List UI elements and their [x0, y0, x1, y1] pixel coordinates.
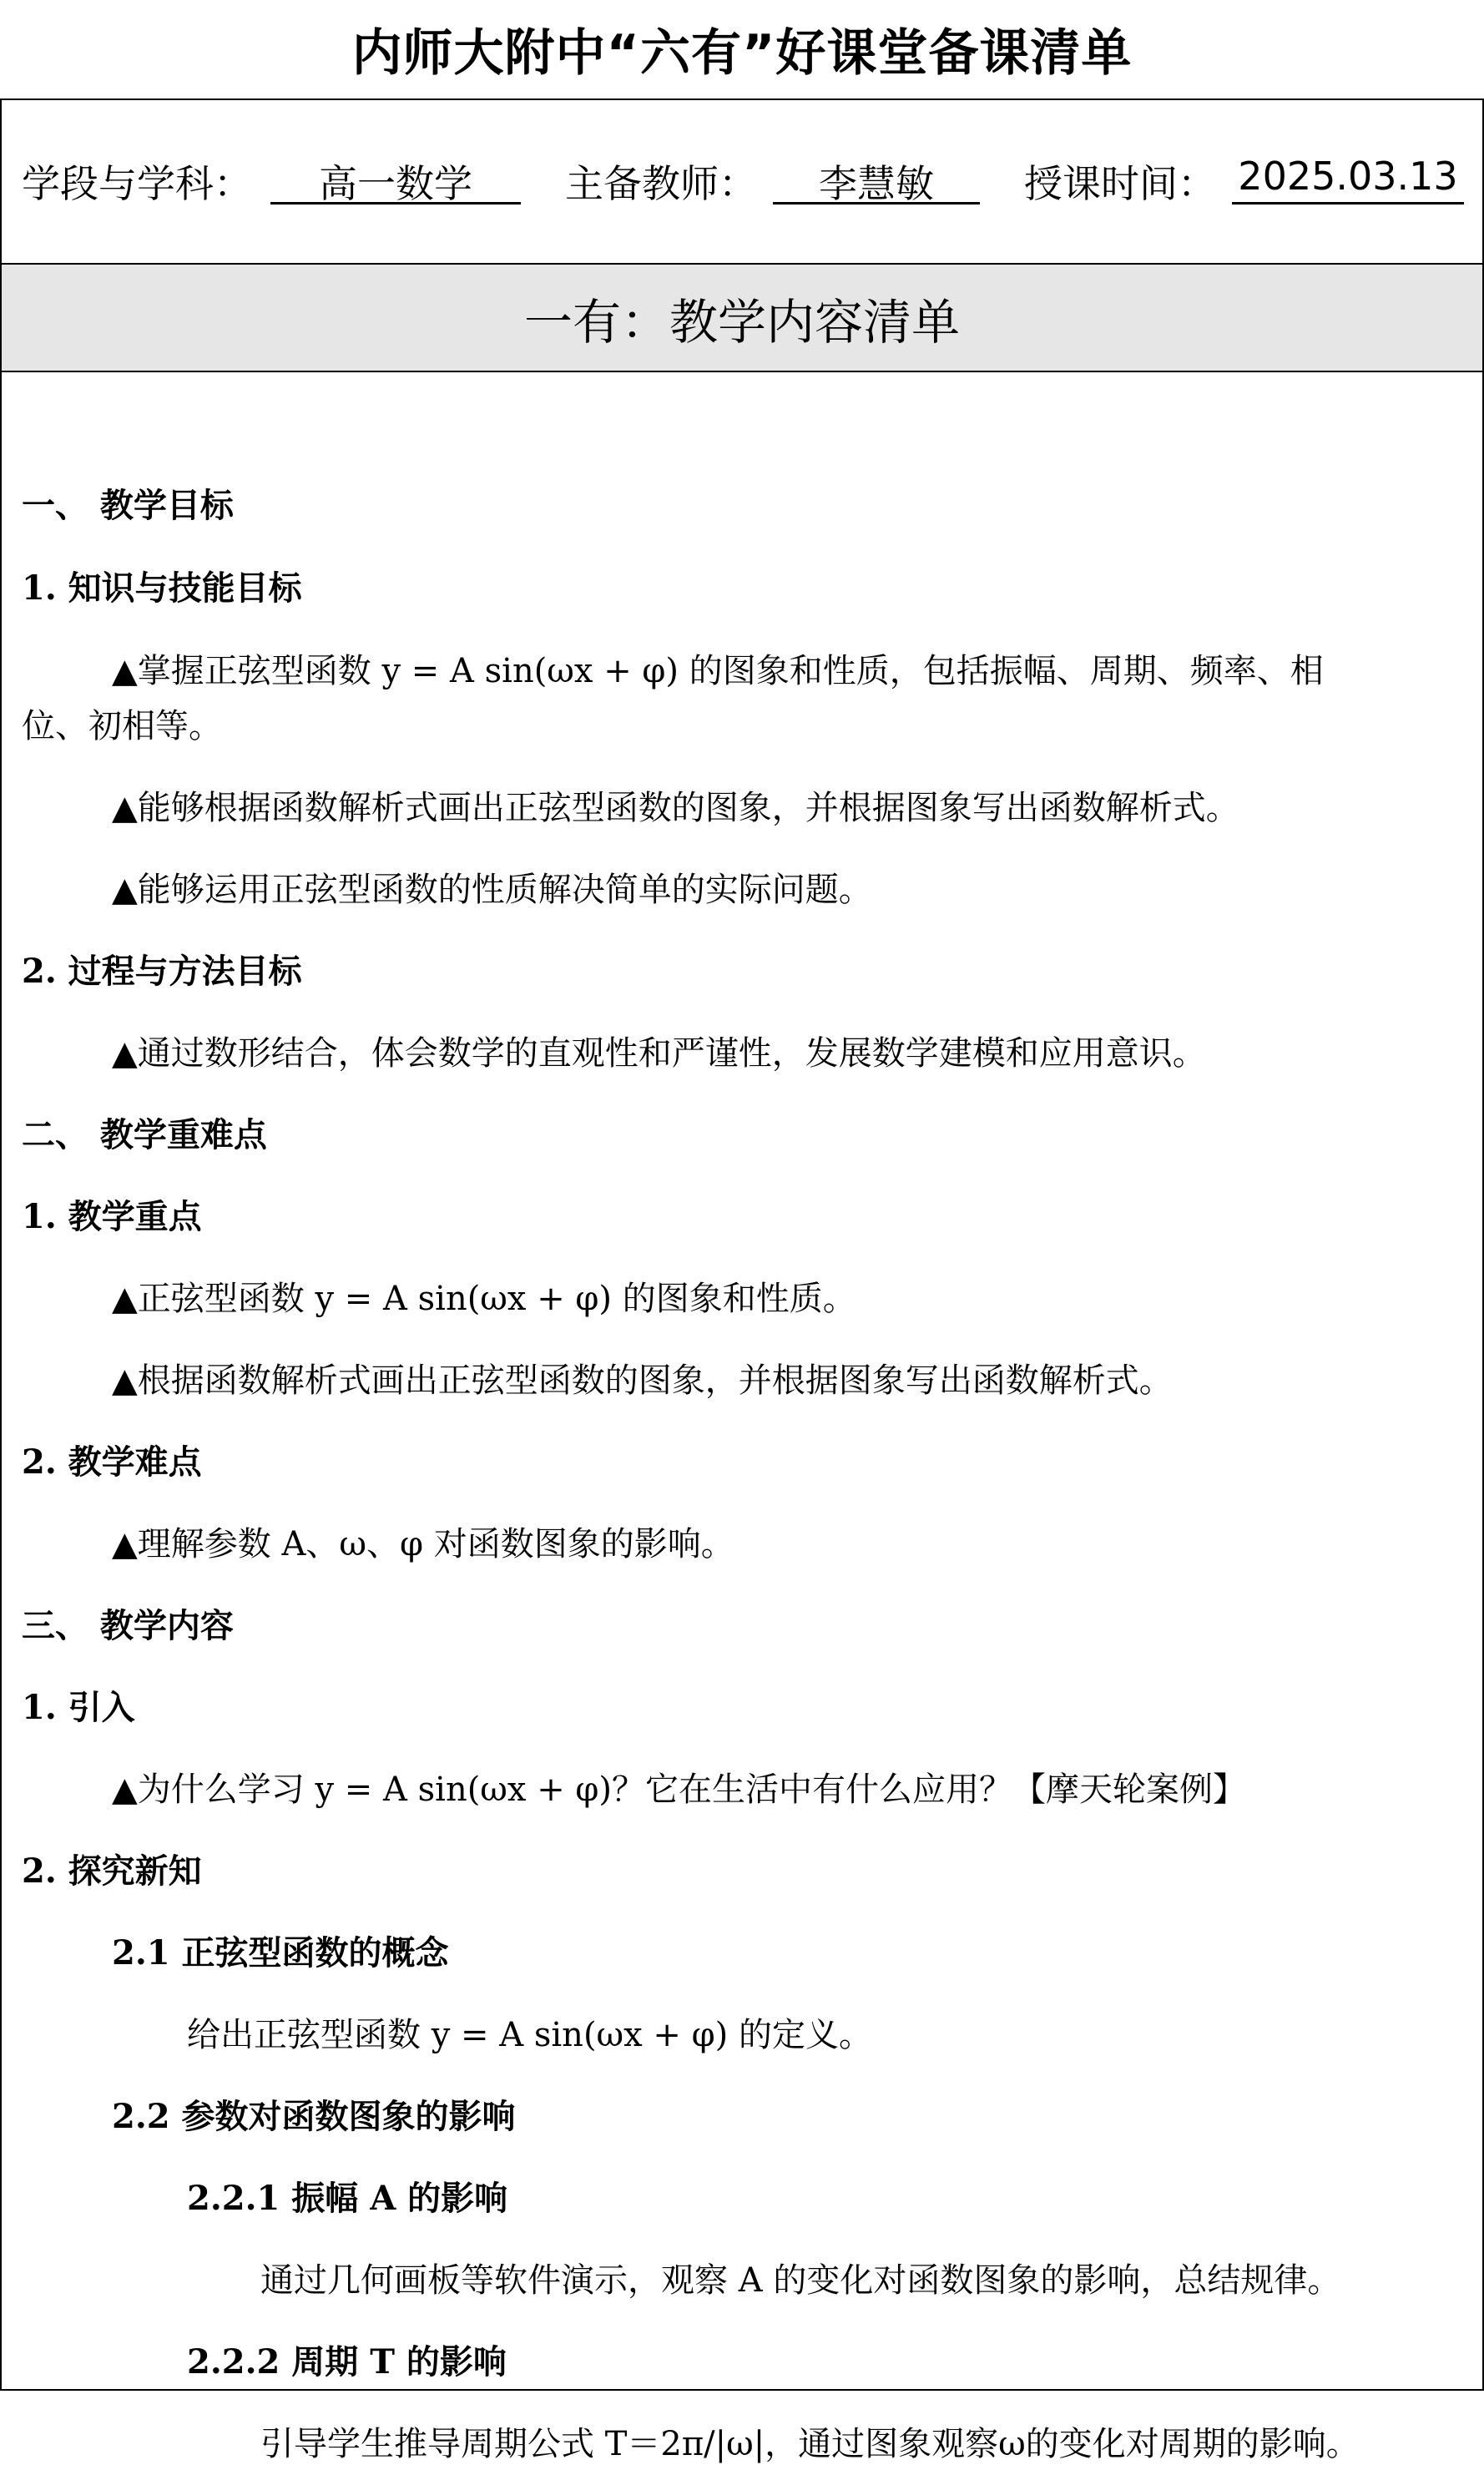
subheading-process-goals: 2. 过程与方法目标: [22, 952, 302, 991]
subject-label: 学段与学科：: [22, 161, 252, 206]
amplitude-item: 通过几何画板等软件演示，观察 A 的变化对函数图象的影响，总结规律。: [260, 2261, 1341, 2300]
lesson-plan-table: [0, 98, 1484, 2463]
subheading-explore: 2. 探究新知: [22, 1851, 202, 1891]
subject-value: 高一数学: [270, 154, 521, 205]
concept-item: 给出正弦型函数 y = A sin(ωx + φ) 的定义。: [187, 2016, 872, 2054]
subheading-focus: 1. 教学重点: [22, 1197, 202, 1236]
subheading-amplitude: 2.2.1 振幅 A 的影响: [187, 2179, 508, 2218]
page-title: 内师大附中“六有”好课堂备课清单: [351, 24, 1133, 83]
section-header: 一有：教学内容清单: [2, 265, 1482, 372]
goal-item: ▲能够根据函数解析式画出正弦型函数的图象，并根据图象写出函数解析式。: [112, 789, 1239, 827]
subheading-difficulty: 2. 教学难点: [22, 1442, 202, 1482]
meta-row: [2, 100, 1482, 265]
heading-teaching-goals: 一、 教学目标: [22, 486, 234, 525]
subheading-concept: 2.1 正弦型函数的概念: [112, 1933, 449, 1973]
time-label: 授课时间：: [1024, 161, 1216, 206]
subheading-introduction: 1. 引入: [22, 1688, 135, 1727]
goal-item-continued: 位、初相等。: [22, 707, 222, 745]
goal-item: ▲掌握正弦型函数 y = A sin(ωx + φ) 的图象和性质，包括振幅、周期、频率、相: [112, 652, 1324, 690]
period-item: 引导学生推导周期公式 T＝2π/|ω|，通过图象观察ω的变化对周期的影响。: [260, 2425, 1360, 2463]
subheading-knowledge-goals: 1. 知识与技能目标: [22, 568, 302, 608]
time-value: 2025.03.13: [1232, 154, 1464, 205]
subheading-period: 2.2.2 周期 T 的影响: [187, 2342, 507, 2382]
goal-item: ▲通过数形结合，体会数学的直观性和严谨性，发展数学建模和应用意识。: [112, 1034, 1206, 1073]
heading-key-points: 二、 教学重难点: [22, 1115, 267, 1154]
teacher-label: 主备教师：: [565, 161, 757, 206]
focus-item: ▲根据函数解析式画出正弦型函数的图象，并根据图象写出函数解析式。: [112, 1361, 1173, 1400]
heading-teaching-content: 三、 教学内容: [22, 1606, 234, 1645]
difficulty-item: ▲理解参数 A、ω、φ 对函数图象的影响。: [112, 1525, 734, 1563]
goal-item: ▲能够运用正弦型函数的性质解决简单的实际问题。: [112, 871, 872, 909]
subheading-parameters: 2.2 参数对函数图象的影响: [112, 2097, 516, 2136]
focus-item: ▲正弦型函数 y = A sin(ωx + φ) 的图象和性质。: [112, 1280, 856, 1318]
teacher-value: 李慧敏: [773, 154, 980, 205]
intro-item: ▲为什么学习 y = A sin(ωx + φ)？它在生活中有什么应用？【摩天轮案例】: [112, 1770, 1247, 1809]
